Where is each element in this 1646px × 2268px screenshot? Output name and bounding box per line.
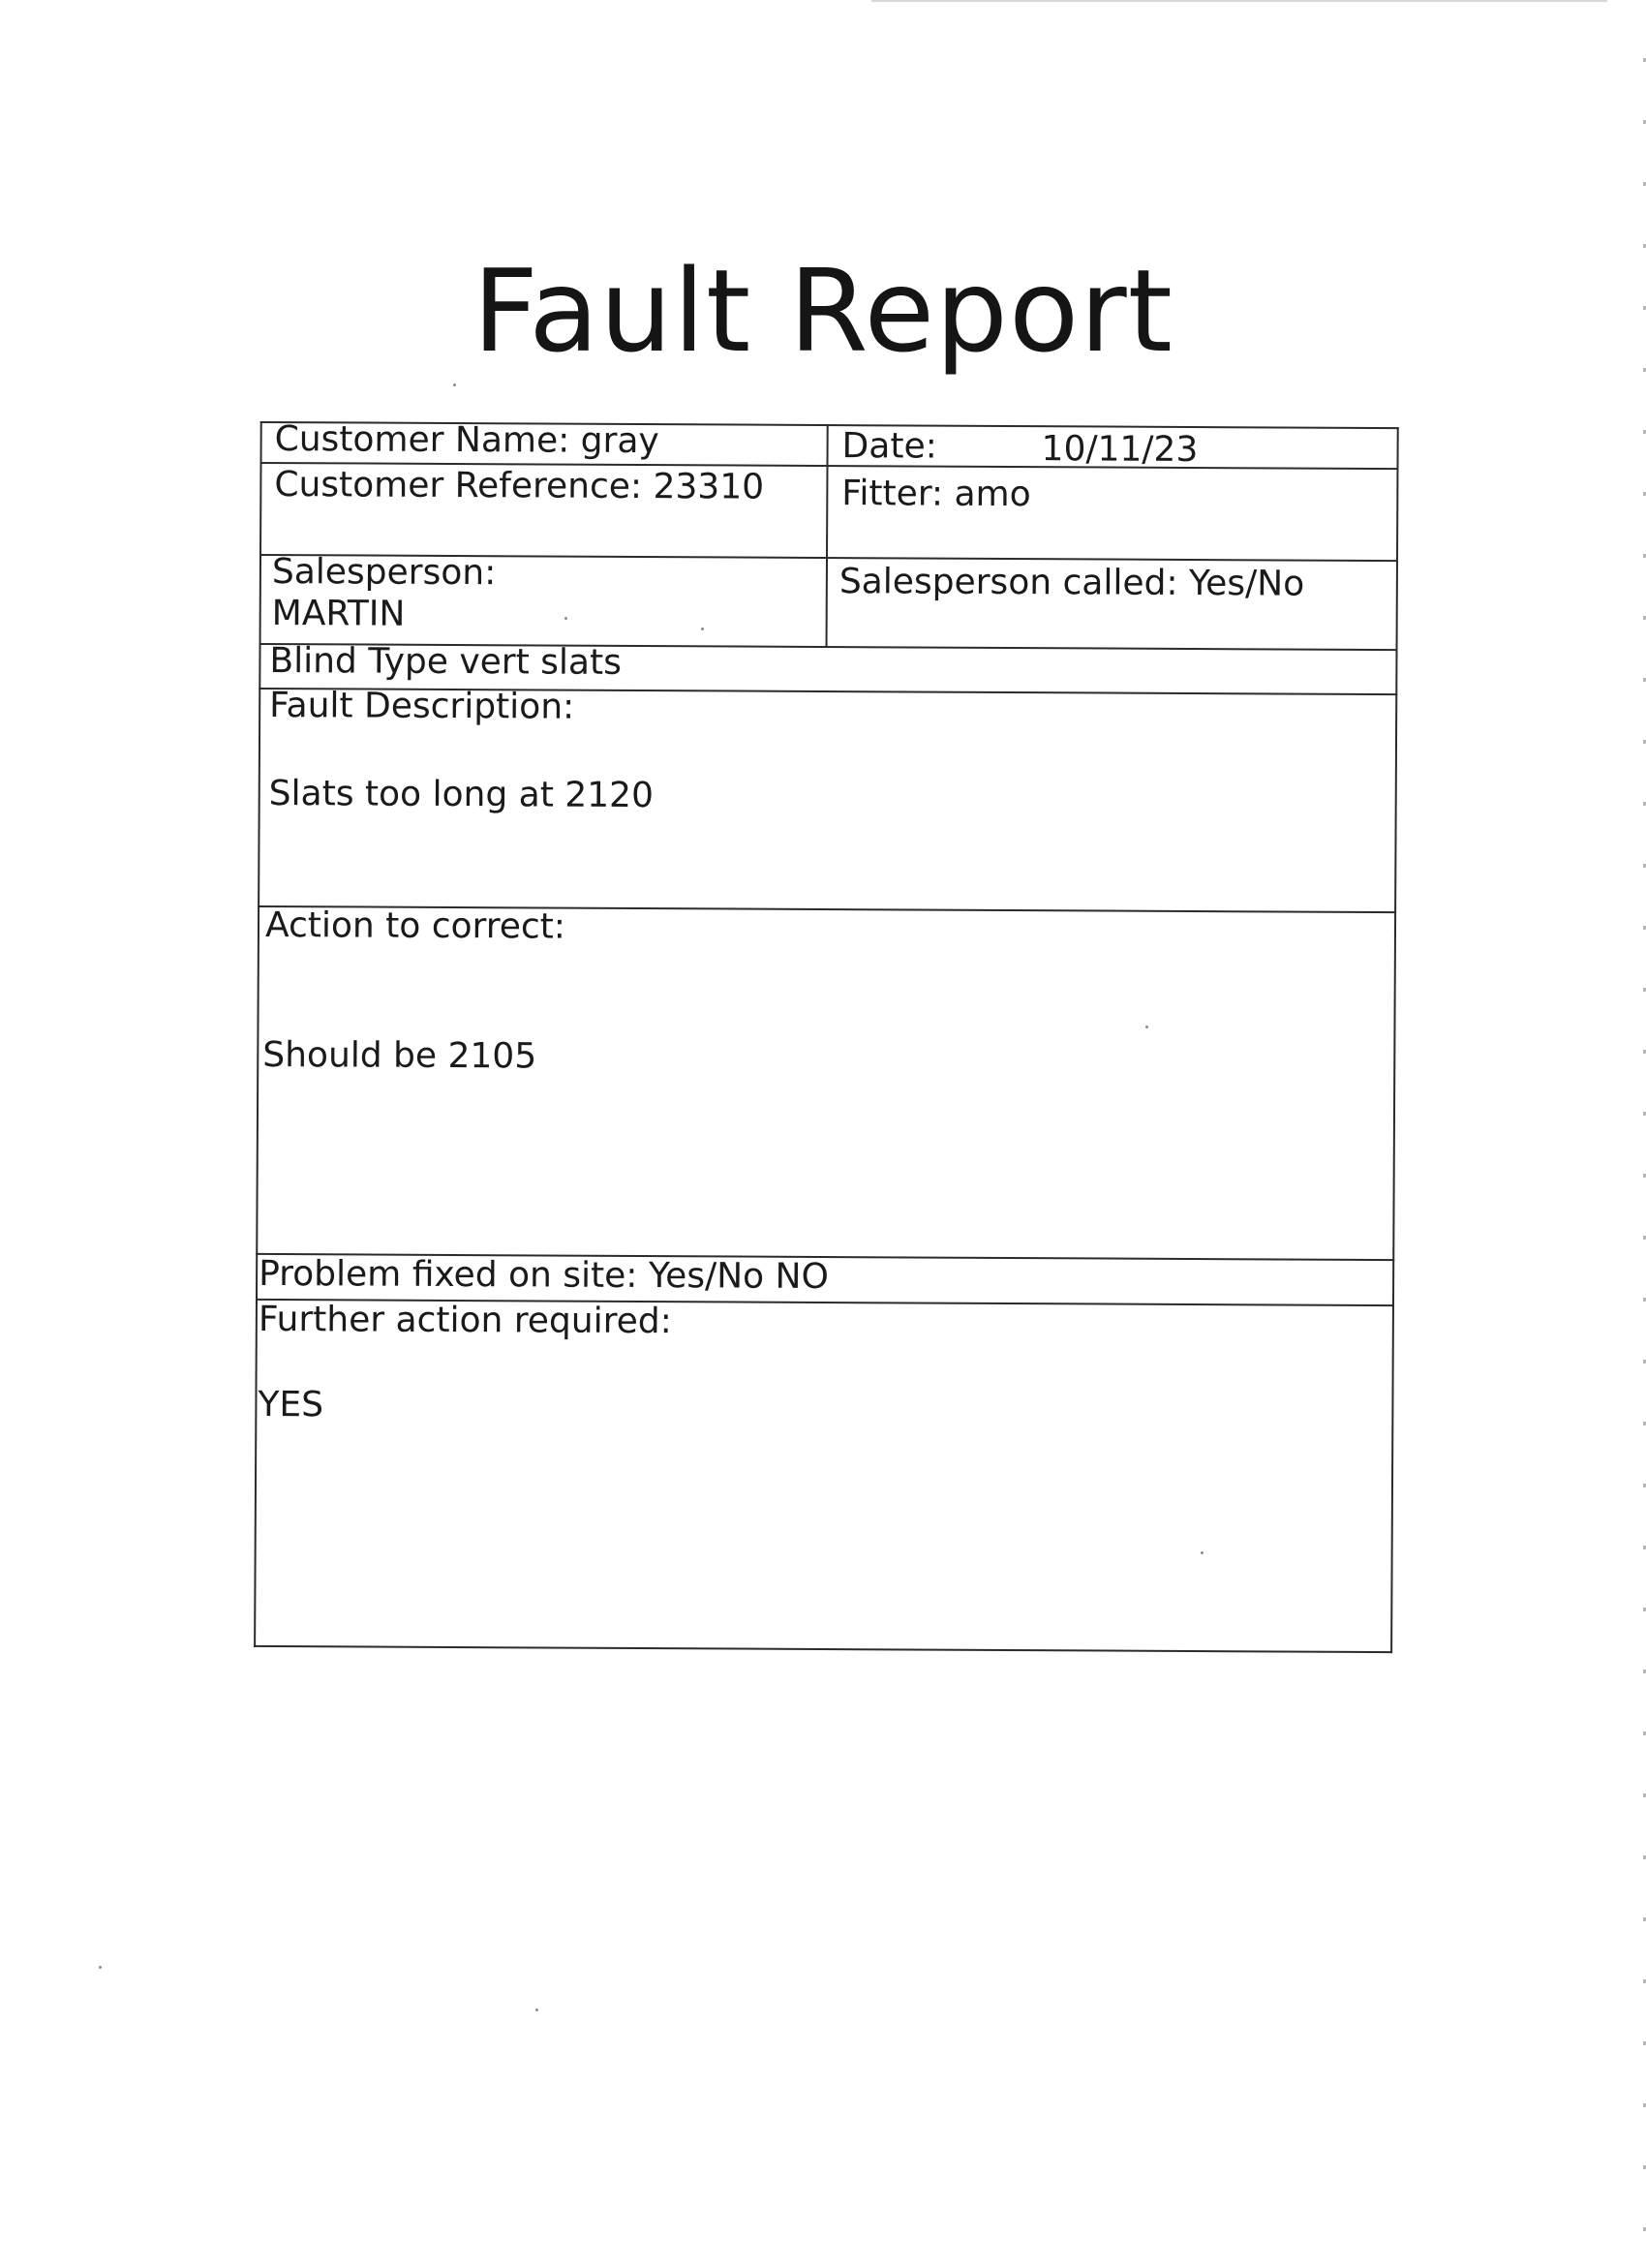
column-divider [826,424,829,648]
fault-description-label: Fault Description: [269,686,575,727]
action-to-correct-value: Should be 2105 [262,1034,537,1077]
page-title: Fault Report [472,244,1174,378]
scan-speck [701,628,704,630]
scan-speck [564,617,567,620]
scan-speck [453,383,456,386]
salesperson-value: MARTIN [271,594,406,634]
form-border-right [1390,427,1399,1653]
date-label: Date: [841,426,937,467]
customer-name-field: Customer Name: gray [274,419,659,462]
scan-speck [535,2008,538,2011]
salesperson-called-field: Salesperson called: Yes/No [838,562,1305,604]
problem-fixed-field: Problem fixed on site: Yes/No NO [259,1253,829,1298]
form-border-left [254,421,262,1647]
scan-speck [99,1966,102,1969]
form-border-bottom [254,1645,1392,1653]
action-to-correct-label: Action to correct: [264,904,566,947]
further-action-label: Further action required: [258,1299,672,1342]
blind-type-field: Blind Type vert slats [269,641,622,683]
scan-speck [1145,1026,1148,1028]
salesperson-label: Salesperson: [271,552,497,594]
scan-speck [1201,1551,1204,1554]
fitter-field: Fitter: amo [841,474,1031,515]
customer-reference-field: Customer Reference: 23310 [274,465,765,507]
further-action-value: YES [258,1384,324,1425]
date-value: 10/11/23 [1041,429,1199,471]
fault-description-value: Slats too long at 2120 [268,773,655,816]
